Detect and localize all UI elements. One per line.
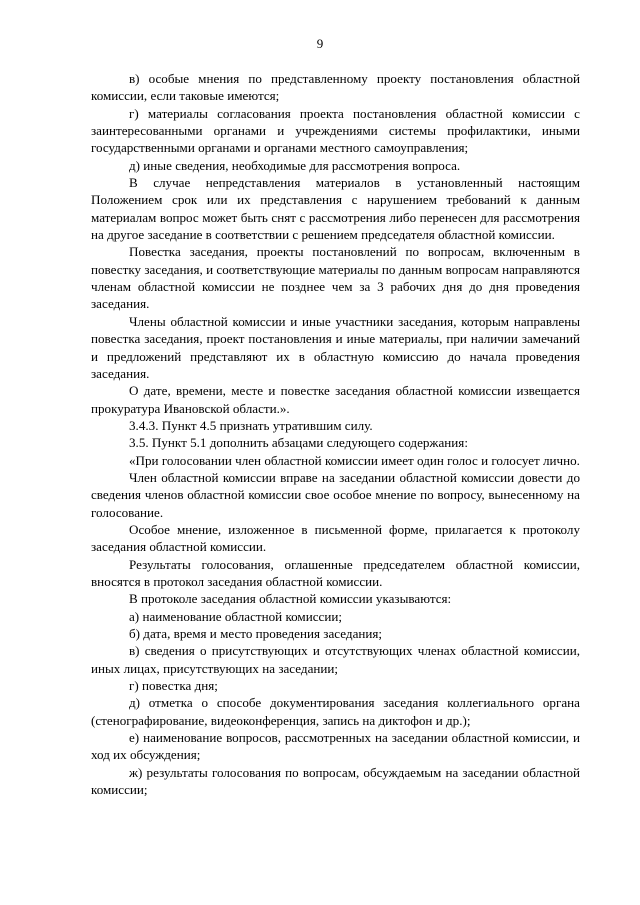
paragraph: Результаты голосования, оглашенные председателем областной комиссии, вносятся в протокол заседания областной комиссии. <box>91 556 580 589</box>
paragraph: «При голосовании член областной комиссии имеет один голос и голосует лично. <box>129 452 580 468</box>
paragraph: г) материалы согласования проекта постановления областной комиссии с заинтересованными органами и учреждениями системы профилактики, иными государственными органами и органами местного самоуправления; <box>91 105 580 156</box>
document-body <box>91 70 580 798</box>
paragraph: Члены областной комиссии и иные участники заседания, которым направлены повестка заседания, проект постановления и иные материалы, при наличии замечаний и предложений представляют их в областную комиссию до начала проведения заседания. <box>91 313 580 381</box>
page-number: 9 <box>316 36 324 51</box>
paragraph: Повестка заседания, проекты постановлений по вопросам, включенным в повестку заседания, и соответствующие материалы по данным вопросам направляются членам областной комиссии не позднее чем за 3 рабочих дня до дня проведения заседания. <box>91 244 580 312</box>
paragraph: в) особые мнения по представленному проекту постановления областной комиссии, если таковые имеются; <box>91 71 580 104</box>
paragraph: в) сведения о присутствующих и отсутствующих членах областной комиссии, иных лицах, присутствующих на заседании; <box>91 643 580 676</box>
paragraph: В случае непредставления материалов в установленный настоящим Положением срок или их представления с нарушением требований к данным материалам вопрос может быть снят с рассмотрения либо перенесен для рассмотрения на другое заседание в соответствии с решением председателя областной комиссии. <box>91 175 580 243</box>
paragraph: б) дата, время и место проведения заседания; <box>129 626 383 641</box>
paragraph: д) иные сведения, необходимые для рассмотрения вопроса. <box>129 157 461 173</box>
paragraph: 3.4.3. Пункт 4.5 признать утратившим силу. <box>129 417 373 433</box>
paragraph: г) повестка дня; <box>129 678 218 694</box>
paragraph: В протоколе заседания областной комиссии указываются: <box>129 591 452 607</box>
paragraph: е) наименование вопросов, рассмотренных на заседании областной комиссии, и ход их обсуждения; <box>91 730 580 763</box>
paragraph: Особое мнение, изложенное в письменной форме, прилагается к протоколу заседания областной комиссии. <box>91 521 580 555</box>
paragraph: а) наименование областной комиссии; <box>129 608 343 624</box>
paragraph: ж) результаты голосования по вопросам, обсуждаемым на заседании областной комиссии; <box>91 764 580 798</box>
paragraph: О дате, времени, месте и повестке заседания областной комиссии извещается прокуратура Ивановской области.». <box>91 383 580 416</box>
paragraph: Член областной комиссии вправе на заседании областной комиссии довести до сведения членов областной комиссии свое особое мнение по вопросу, вынесенному на голосование. <box>91 469 580 520</box>
paragraph: д) отметка о способе документирования заседания коллегиального органа (стенографирование, видеоконференция, запись на диктофон и др.); <box>91 695 580 728</box>
paragraph: 3.5. Пункт 5.1 дополнить абзацами следующего содержания: <box>129 435 468 451</box>
